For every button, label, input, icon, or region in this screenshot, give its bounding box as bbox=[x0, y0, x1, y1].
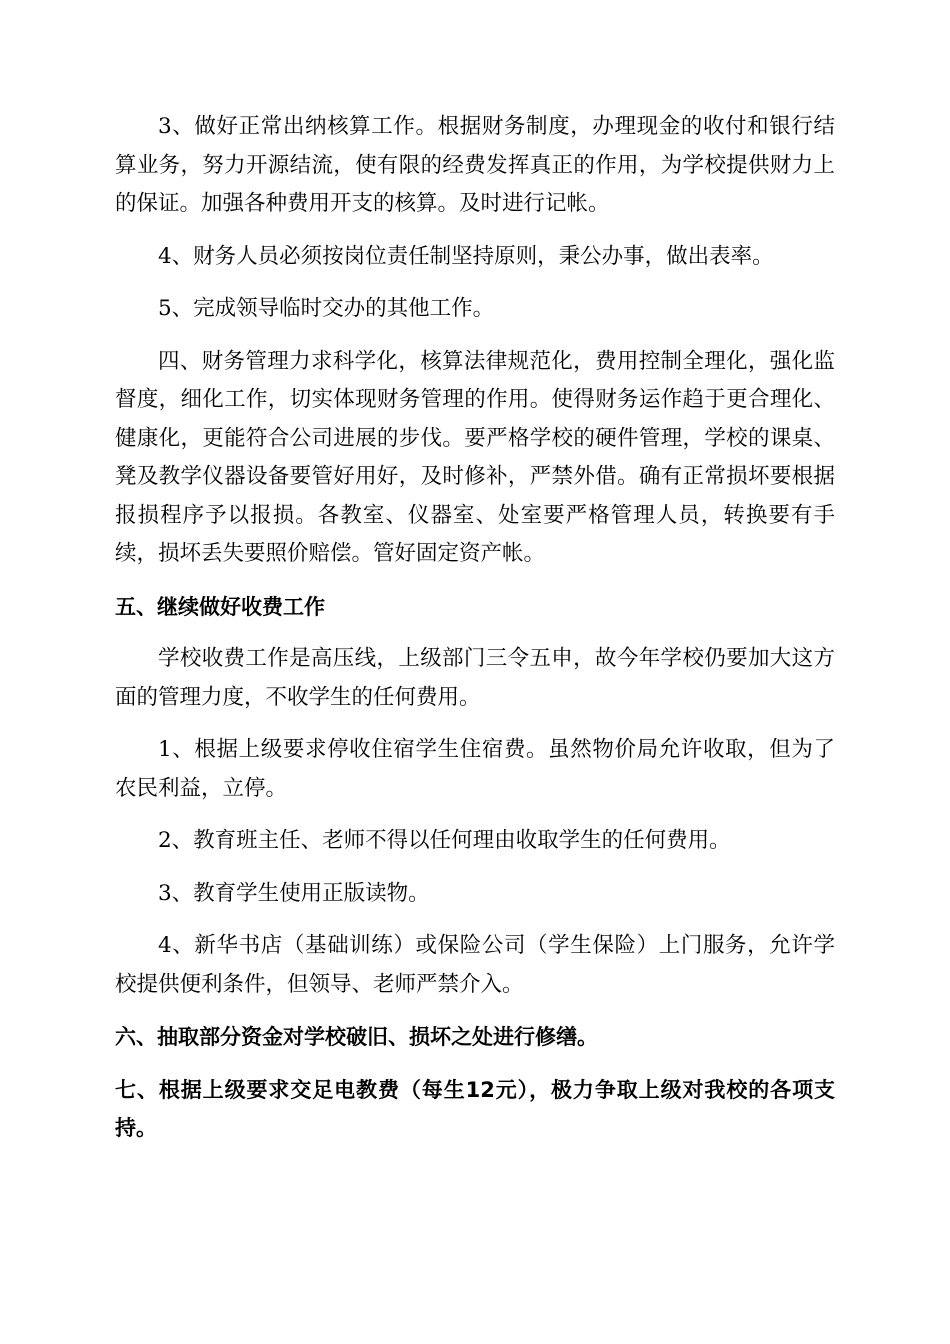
paragraph-fee-policy-intro: 学校收费工作是高压线，上级部门三令五申，故今年学校仍要加大这方面的管理力度，不收学生的任何费用。 bbox=[115, 646, 835, 710]
paragraph-2-teacher-fees: 2、教育班主任、老师不得以任何理由收取学生的任何费用。 bbox=[158, 828, 731, 853]
section-7-heading: 七、根据上级要求交足电教费（每生12元），极力争取上级对我校的各项支持。 bbox=[115, 1077, 835, 1140]
document-body bbox=[115, 108, 835, 1162]
paragraph-5-other-tasks: 5、完成领导临时交办的其他工作。 bbox=[158, 296, 495, 321]
section-6-heading: 六、抽取部分资金对学校破旧、损坏之处进行修缮。 bbox=[115, 1025, 598, 1049]
section-5-heading: 五、继续做好收费工作 bbox=[115, 594, 325, 619]
paragraph-4-door-service: 4、新华书店（基础训练）或保险公司（学生保险）上门服务，允许学校提供便利条件，但领导、老师严禁介入。 bbox=[115, 933, 835, 997]
paragraph-3-genuine-books: 3、教育学生使用正版读物。 bbox=[158, 880, 430, 906]
paragraph-section-4-financial-management: 四、财务管理力求科学化，核算法律规范化，费用控制全理化，强化监督度，细化工作，切实体现财务管理的作用。使得财务运作趋于更合理化、健康化，更能符合公司进展的步伐。要严格学校的硬件管理，学校的课桌、凳及教学仪器设备要管好用好，及时修补，严禁外借。确有正常损坏要根据报损程序予以报损。各教室、仪器室、处室要严格管理人员，转换要有手续，损坏丢失要照价赔偿。管好固定资产帐。 bbox=[115, 348, 835, 566]
paragraph-4-staff-principles: 4、财务人员必须按岗位责任制坚持原则，秉公办事，做出表率。 bbox=[158, 243, 774, 269]
paragraph-1-accommodation-fee: 1、根据上级要求停收住宿学生住宿费。虽然物价局允许收取，但为了农民利益，立停。 bbox=[115, 737, 835, 801]
paragraph-3-cashier-accounting: 3、做好正常出纳核算工作。根据财务制度，办理现金的收付和银行结算业务，努力开源结流，使有限的经费发挥真正的作用，为学校提供财力上的保证。加强各种费用开支的核算。及时进行记帐。 bbox=[115, 114, 835, 216]
